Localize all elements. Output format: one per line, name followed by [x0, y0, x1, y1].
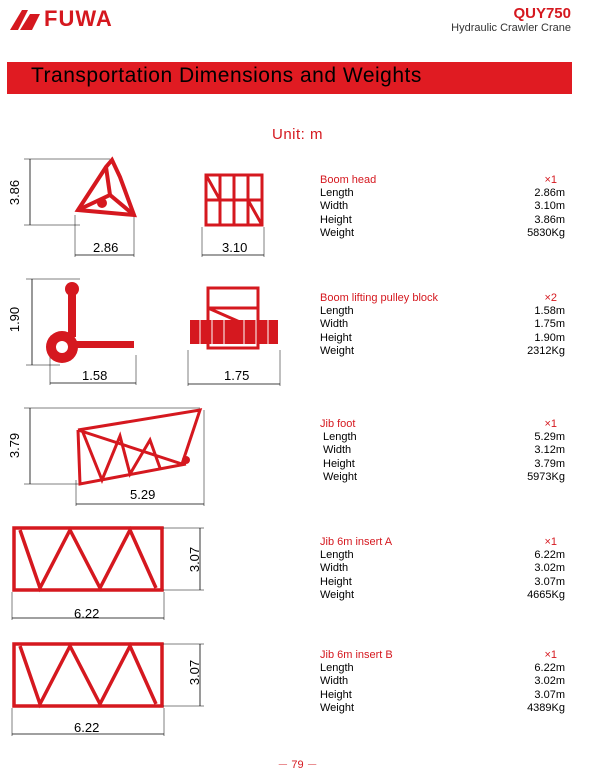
model-subtitle: Hydraulic Crawler Crane: [451, 22, 571, 34]
boom-head-height-dim: 3.86: [7, 179, 23, 206]
model-name: QUY750: [513, 5, 571, 22]
boom-head-length-dim: 2.86: [93, 240, 119, 255]
jib-foot-drawing: [10, 400, 210, 510]
spec-value: 6.22m: [534, 549, 565, 562]
spec-label: Weight: [320, 226, 355, 239]
spec-value: 6.22m: [534, 662, 565, 675]
page-number: － 79 －: [277, 759, 318, 771]
spec-label: Length: [320, 305, 354, 318]
spec-label: Length: [320, 549, 354, 562]
jib-insert-a-height-dim: 3.07: [187, 546, 203, 573]
spec-value: 5830Kg: [527, 226, 565, 239]
fuwa-logo-icon: [8, 8, 42, 32]
spec-label: Length: [320, 187, 354, 200]
pulley-block-length-dim: 1.58: [82, 368, 108, 383]
boom-head-width-dim: 3.10: [222, 240, 248, 255]
pulley-block-side-drawing: [10, 275, 140, 390]
spec-title: Jib 6m insert A: [320, 536, 393, 548]
spec-value: 2.86m: [534, 187, 565, 200]
pulley-block-width-dim: 1.75: [224, 368, 250, 383]
spec-value: 3.10m: [534, 200, 565, 213]
spec-label: Length: [323, 431, 357, 444]
spec-label: Height: [320, 575, 352, 588]
spec-qty: ×2: [544, 292, 557, 304]
spec-label: Height: [320, 688, 352, 701]
spec-label: Weight: [320, 588, 355, 601]
spec-boom-head: [320, 174, 565, 240]
brand-logo-text: FUWA: [44, 6, 113, 31]
section-title: Transportation Dimensions and Weights: [31, 64, 422, 87]
spec-value: 1.75m: [534, 318, 565, 331]
spec-label: Width: [320, 675, 349, 688]
spec-label: Length: [320, 662, 354, 675]
spec-pulley-block: [320, 292, 565, 358]
spec-label: Width: [320, 200, 349, 213]
unit-label: Unit: m: [271, 126, 323, 143]
spec-value: 3.86m: [534, 213, 565, 226]
jib-insert-a-length-dim: 6.22: [74, 606, 100, 621]
section-banner: [7, 62, 572, 94]
spec-qty: ×1: [544, 536, 557, 548]
spec-value: 4389Kg: [527, 701, 565, 714]
spec-jib-foot: [320, 418, 565, 484]
spec-value: 3.79m: [534, 457, 565, 470]
spec-value: 3.07m: [534, 575, 565, 588]
pulley-block-height-dim: 1.90: [7, 306, 23, 333]
jib-insert-a-drawing: [8, 522, 213, 622]
spec-value: 1.90m: [534, 331, 565, 344]
jib-foot-height-dim: 3.79: [7, 432, 23, 459]
spec-value: 3.12m: [534, 444, 565, 457]
spec-value: 3.02m: [534, 562, 565, 575]
spec-label: Weight: [320, 344, 355, 357]
spec-title: Jib foot: [320, 418, 356, 430]
spec-value: 3.07m: [534, 688, 565, 701]
spec-label: Weight: [323, 470, 358, 483]
jib-insert-b-drawing: [8, 638, 213, 738]
spec-value: 3.02m: [534, 675, 565, 688]
spec-qty: ×1: [544, 649, 557, 661]
spec-qty: ×1: [544, 174, 557, 186]
spec-value: 4665Kg: [527, 588, 565, 601]
boom-head-side-drawing: [10, 155, 140, 265]
spec-jib-insert-b: [320, 649, 565, 715]
jib-insert-b-length-dim: 6.22: [74, 720, 100, 735]
spec-value: 2312Kg: [527, 344, 565, 357]
spec-label: Width: [320, 562, 349, 575]
spec-value: 5973Kg: [527, 470, 565, 483]
spec-label: Height: [320, 213, 352, 226]
jib-foot-length-dim: 5.29: [130, 487, 156, 502]
spec-label: Height: [320, 331, 352, 344]
spec-title: Jib 6m insert B: [320, 649, 393, 661]
spec-label: Weight: [320, 701, 355, 714]
spec-label: Width: [320, 318, 349, 331]
spec-label: Width: [323, 444, 352, 457]
spec-value: 1.58m: [534, 305, 565, 318]
spec-value: 5.29m: [534, 431, 565, 444]
jib-insert-b-height-dim: 3.07: [187, 659, 203, 686]
spec-qty: ×1: [544, 418, 557, 430]
spec-title: Boom lifting pulley block: [320, 292, 439, 304]
spec-label: Height: [323, 457, 355, 470]
spec-title: Boom head: [320, 174, 377, 186]
spec-jib-insert-a: [320, 536, 565, 602]
